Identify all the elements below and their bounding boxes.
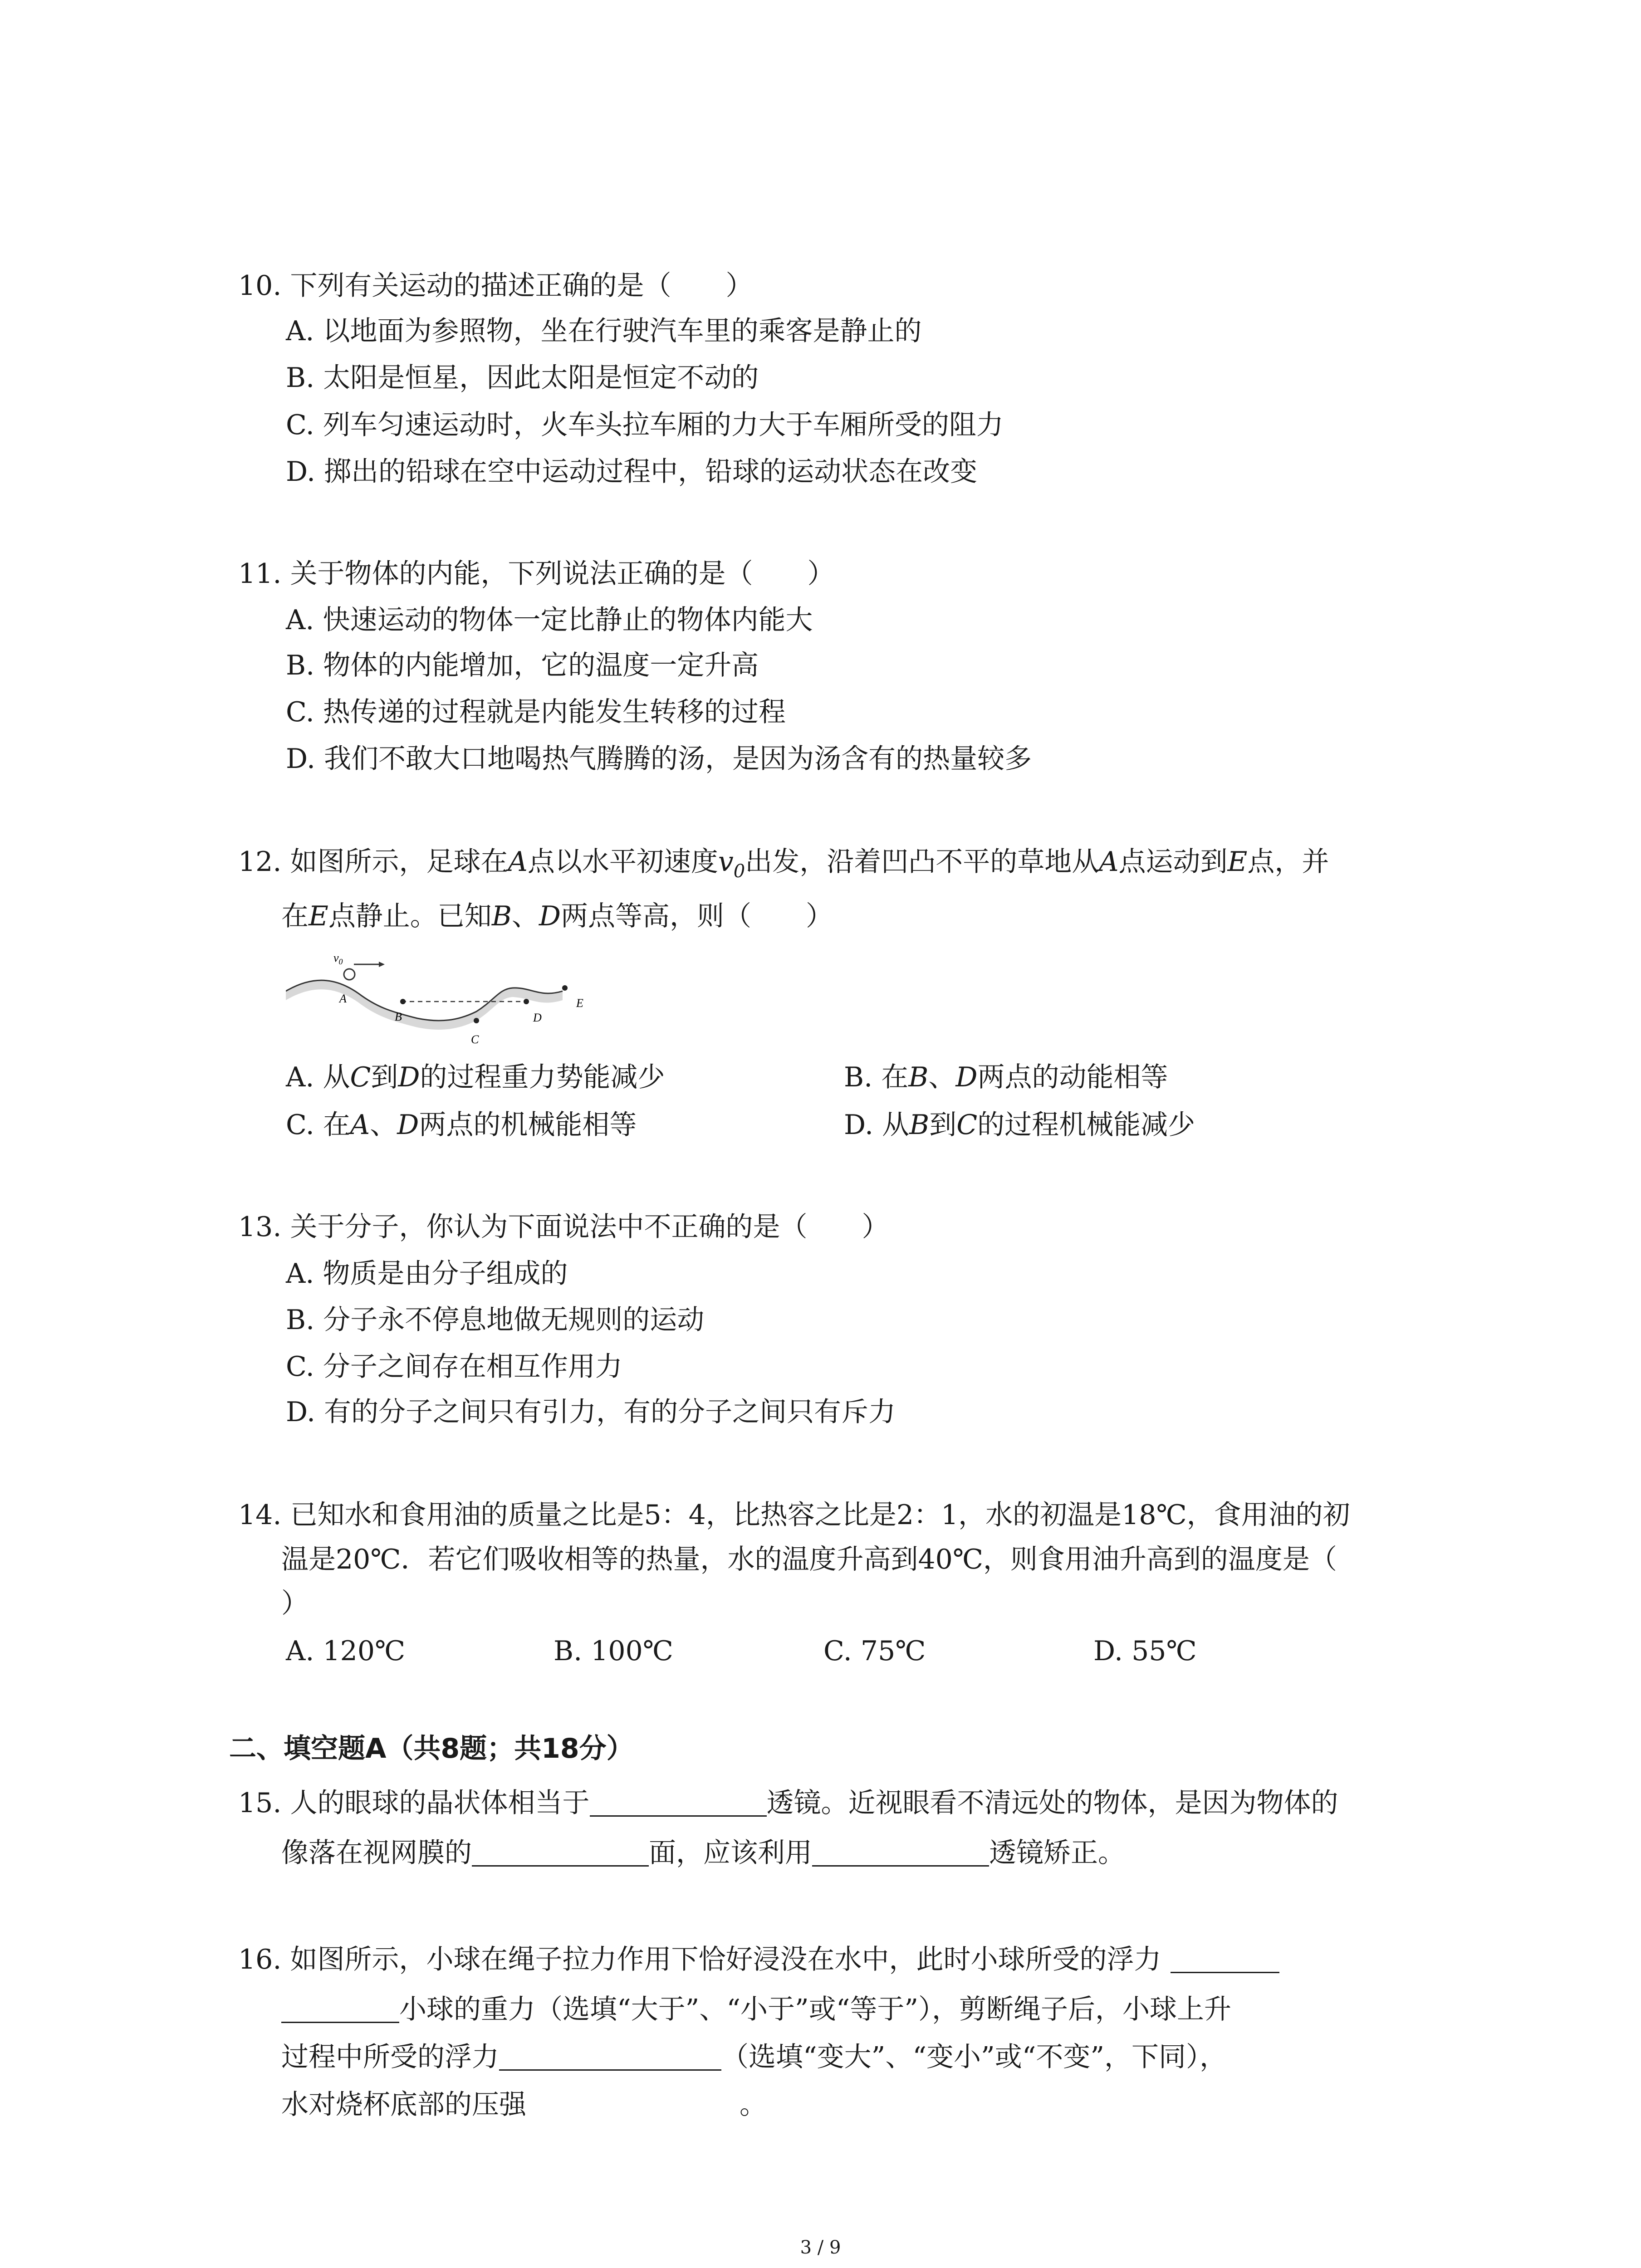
- q16-line4: [281, 2087, 767, 2123]
- q12-text: 点，并: [1247, 846, 1329, 878]
- q14-stem-line3: ）: [281, 1588, 309, 1619]
- fig-v0-label: $v_0$: [333, 951, 343, 966]
- q12-text: 点运动到: [1118, 846, 1228, 878]
- answer-blank[interactable]: [499, 2045, 721, 2071]
- option-text: 的过程机械能减少: [977, 1109, 1195, 1141]
- option-text: 两点的机械能相等: [419, 1109, 637, 1141]
- q16-text: 。: [740, 2089, 767, 2121]
- option-text: A. 从: [286, 1061, 350, 1093]
- q12-text: 、: [511, 900, 539, 932]
- answer-blank[interactable]: [1171, 1947, 1279, 1973]
- football-icon: [344, 969, 355, 980]
- q10-option-c: C. 列车匀速运动时，火车头拉车厢的力大于车厢所受的阻力: [286, 409, 1004, 441]
- q15-text: 15. 人的眼球的晶状体相当于: [238, 1787, 590, 1819]
- q11-option-b: B. 物体的内能增加，它的温度一定升高: [286, 650, 759, 681]
- option-text: C. 在: [286, 1109, 350, 1141]
- q15-text: 像落在视网膜的: [281, 1837, 472, 1869]
- point-d-marker: [524, 999, 529, 1004]
- section-heading: 二、填空题A（共8题；共18分）: [229, 1733, 634, 1765]
- point-b-marker: [400, 999, 406, 1004]
- q16-text: （选填“变大”、“变小”或“不变”，下同），: [721, 2041, 1227, 2073]
- q13-option-c: C. 分子之间存在相互作用力: [286, 1351, 622, 1383]
- option-text: 、: [370, 1109, 397, 1141]
- q11-option-a: A. 快速运动的物体一定比静止的物体内能大: [286, 604, 813, 636]
- q15-text: 透镜矫正。: [989, 1837, 1125, 1869]
- q16-text: 小球的重力（选填“大于”、“小于”或“等于”），剪断绳子后，小球上升: [399, 1994, 1232, 2025]
- q12-option-b: [844, 1059, 1168, 1095]
- answer-blank[interactable]: [590, 1791, 767, 1817]
- q12-text: 点静止。已知: [328, 900, 492, 932]
- q12-text: 点以水平初速度: [527, 846, 718, 878]
- point-label: D: [955, 1061, 978, 1093]
- option-text: B. 在: [844, 1061, 909, 1093]
- q13-option-b: B. 分子永不停息地做无规则的运动: [286, 1304, 705, 1336]
- q14-stem-line2: 温是20℃．若它们吸收相等的热量，水的温度升高到40℃，则食用油升高到的温度是（: [281, 1544, 1337, 1575]
- q16-line1: [238, 1941, 1279, 1978]
- q10-option-a: A. 以地面为参照物，坐在行驶汽车里的乘客是静止的: [286, 315, 922, 347]
- q15-line1: [238, 1785, 1338, 1821]
- q16-text: 水对烧杯底部的压强: [281, 2089, 526, 2121]
- option-text: D. 从: [844, 1109, 910, 1141]
- q10-stem: 10. 下列有关运动的描述正确的是（ ）: [238, 270, 753, 302]
- point-label: B: [909, 1109, 930, 1141]
- point-label: E: [1227, 846, 1248, 878]
- q12-terrain-figure: [286, 948, 603, 1052]
- arrow-head-icon: [379, 962, 385, 967]
- point-c-marker: [474, 1018, 479, 1023]
- point-label: B: [491, 900, 512, 932]
- q15-line2: [281, 1835, 1125, 1871]
- q12-text: 在: [281, 900, 309, 932]
- q14-option-a: A. 120℃: [286, 1635, 406, 1667]
- page-number: 3 / 9: [800, 2237, 841, 2258]
- point-label: E: [309, 900, 328, 932]
- q12-option-c: [286, 1107, 637, 1143]
- q12-stem-line2: [281, 898, 833, 934]
- q16-line2: [281, 1991, 1231, 2028]
- answer-blank[interactable]: [281, 1997, 399, 2023]
- q13-option-a: A. 物质是由分子组成的: [286, 1258, 568, 1290]
- answer-blank[interactable]: [812, 1841, 989, 1867]
- fig-label-d: D: [533, 1011, 542, 1024]
- point-label: C: [350, 1061, 371, 1093]
- q12-option-a: [286, 1059, 665, 1095]
- point-label: C: [956, 1109, 978, 1141]
- option-text: 的过程重力势能减少: [420, 1061, 665, 1093]
- q12-text: 出发，沿着凹凸不平的草地从: [745, 846, 1099, 878]
- point-label: D: [397, 1109, 419, 1141]
- q11-stem: 11. 关于物体的内能，下列说法正确的是（ ）: [238, 558, 835, 590]
- point-label: D: [539, 900, 561, 932]
- point-label: A: [1099, 846, 1119, 878]
- q14-option-d: D. 55℃: [1093, 1635, 1197, 1667]
- fig-label-c: C: [471, 1033, 479, 1046]
- option-text: 到: [371, 1061, 398, 1093]
- q16-text: 过程中所受的浮力: [281, 2041, 499, 2073]
- velocity-subscript: 0: [733, 861, 745, 882]
- q14-option-b: B. 100℃: [554, 1635, 673, 1667]
- point-label: D: [398, 1061, 420, 1093]
- point-label: A: [508, 846, 528, 878]
- point-e-marker: [562, 985, 568, 991]
- q12-text: 12. 如图所示，足球在: [238, 846, 508, 878]
- q16-text: 16. 如图所示，小球在绳子拉力作用下恰好浸没在水中，此时小球所受的浮力: [238, 1944, 1161, 1975]
- q13-option-d: D. 有的分子之间只有引力，有的分子之间只有斥力: [286, 1396, 896, 1428]
- q10-option-b: B. 太阳是恒星，因此太阳是恒定不动的: [286, 362, 759, 394]
- point-label: B: [908, 1061, 929, 1093]
- answer-blank[interactable]: [472, 1841, 649, 1867]
- q16-line3: [281, 2039, 1227, 2075]
- q11-option-d: D. 我们不敢大口地喝热气腾腾的汤，是因为汤含有的热量较多: [286, 743, 1032, 775]
- q10-option-d: D. 掷出的铅球在空中运动过程中，铅球的运动状态在改变: [286, 456, 978, 488]
- fig-label-e: E: [576, 997, 583, 1010]
- q14-stem-line1: 14. 已知水和食用油的质量之比是5：4，比热容之比是2：1，水的初温是18℃，食用油的初: [238, 1499, 1350, 1531]
- option-text: 到: [929, 1109, 957, 1141]
- fig-label-b: B: [395, 1010, 402, 1023]
- q12-stem-line1: [238, 844, 1329, 890]
- fig-label-a: A: [339, 992, 347, 1005]
- q15-text: 透镜。近视眼看不清远处的物体，是因为物体的: [766, 1787, 1338, 1819]
- point-label: A: [350, 1109, 370, 1141]
- q13-stem: 13. 关于分子，你认为下面说法中不正确的是（ ）: [238, 1211, 889, 1243]
- velocity-symbol: v: [718, 846, 734, 878]
- q11-option-c: C. 热传递的过程就是内能发生转移的过程: [286, 696, 786, 728]
- option-text: 两点的动能相等: [977, 1061, 1168, 1093]
- option-text: 、: [928, 1061, 956, 1093]
- q15-text: 面，应该利用: [649, 1837, 812, 1869]
- q14-option-c: C. 75℃: [823, 1635, 926, 1667]
- q12-option-d: [844, 1107, 1195, 1143]
- q12-text: 两点等高，则（ ）: [561, 900, 833, 932]
